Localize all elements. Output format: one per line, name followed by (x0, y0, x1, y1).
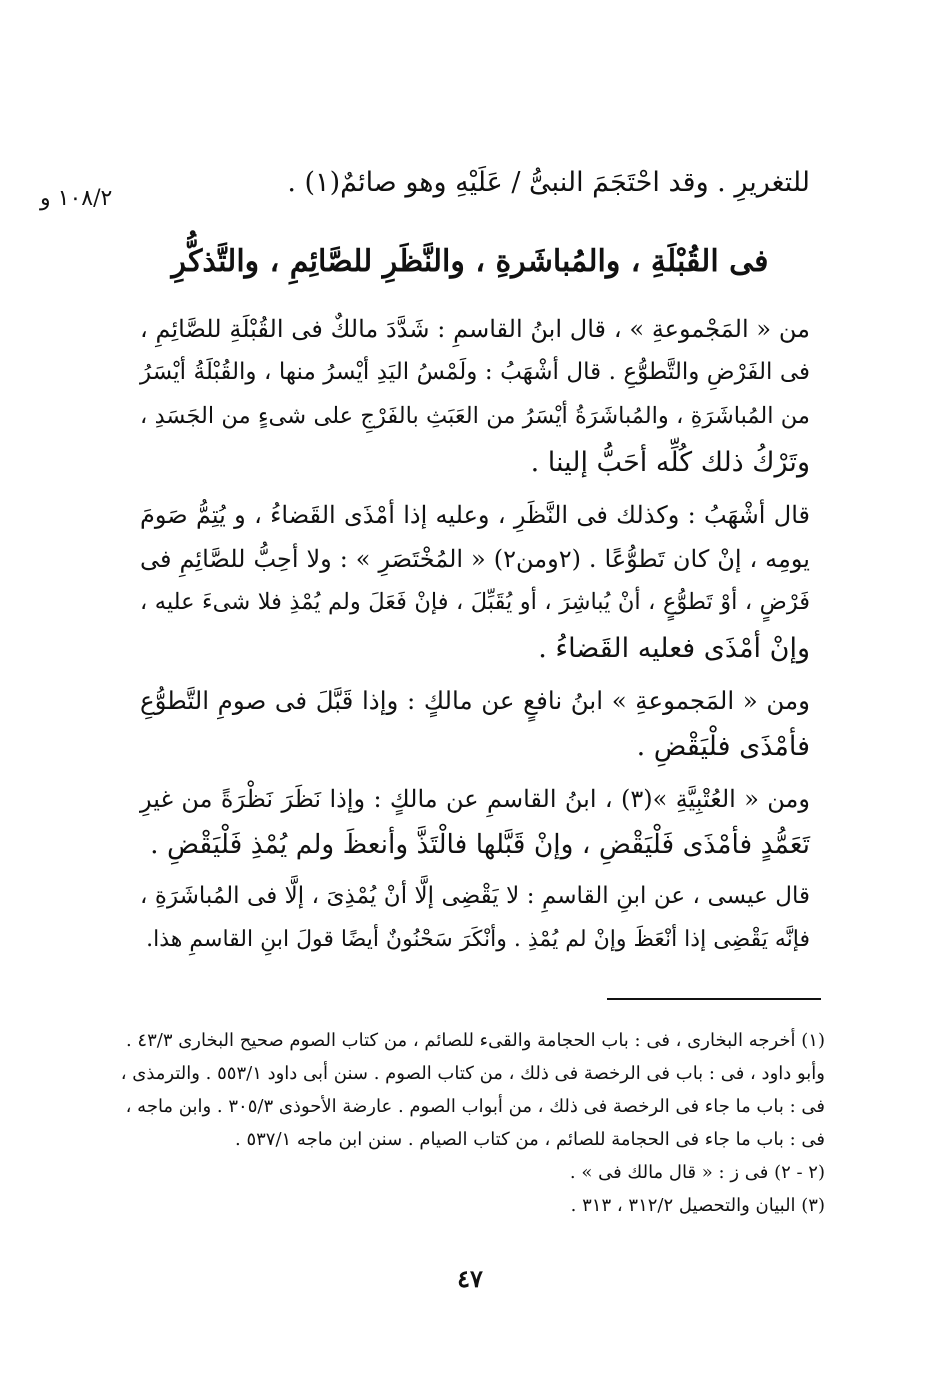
paragraph-1-line-1: من « المَجْموعةِ » ، قال ابنُ القاسمِ : شَدَّدَ مالكٌ فى القُبْلَةِ للصَّائِمِ ، (140, 315, 810, 343)
paragraph-1-line-3: من المُباشَرَةِ ، والمُباشَرَةُ أيْسَرُ من العَبَثِ بالفَرْجِ على شىءٍ من الجَسَدِ ، (140, 403, 810, 429)
paragraph-2-line-4: وإنْ أمْذَى فعليه القَضاءُ . (538, 633, 810, 664)
footnote-line-6: (٣) البيان والتحصيل ٣١٢/٢ ، ٣١٣ . (570, 1195, 825, 1216)
margin-folio-reference: ١٠٨/٢ و (40, 186, 113, 211)
footnote-line-3: فى : باب ما جاء فى الرخصة فى ذلك ، من أبواب الصوم . عارضة الأحوذى ٣٠٥/٣ . وابن ماجه ، (125, 1096, 825, 1117)
footnote-line-2: وأبو داود ، فى : باب فى الرخصة فى ذلك ، من كتاب الصوم . سنن أبى داود ٥٥٣/١ . والترمذى ، (120, 1063, 825, 1084)
footnote-line-5: (٢ - ٢) فى ز : « قال مالك فى » . (569, 1162, 825, 1183)
paragraph-5-line-1: قال عيسى ، عن ابنِ القاسمِ : لا يَقْضِى إلَّا أنْ يُمْذِىَ ، إلَّا فى المُباشَرَةِ ، (140, 883, 810, 909)
paragraph-2-line-2: يومِه ، إنْ كان تَطوُّعًا . (٢ومن٢) « المُخْتَصَرِ » : ولا أحِبُّ للصَّائِمِ فى (140, 545, 810, 573)
paragraph-1-line-2: فى الفَرْضِ والتَّطوُّعِ . قال أشْهَبُ : ولَمْسُ اليَدِ أيْسرُ منها ، والقُبْلَةُ أيْسَرُ (140, 359, 810, 385)
paragraph-3-line-2: فأمْذَى فلْيَقْضِ . (636, 731, 810, 762)
paragraph-2-line-1: قال أشْهَبُ : وكذلك فى النَّظَرِ ، وعليه إذا أمْذَى القَضاءُ ، و يُتِمُّ صَومَ (140, 501, 810, 529)
paragraph-3-line-1: ومن « المَجموعةِ » ابنُ نافعٍ عن مالكٍ : وإذا قَبَّلَ فى صومِ التَّطوُّعِ (140, 686, 810, 715)
section-heading: فى القُبْلَةِ ، والمُباشَرةِ ، والنَّظَرِ للصَّائِمِ ، والتَّذكُّرِ (171, 244, 769, 279)
footnote-line-1: (١) أخرجه البخارى ، فى : باب الحجامة والقىء للصائم ، من كتاب الصوم صحيح البخارى ٤٣/٣ . (125, 1030, 825, 1051)
footnote-separator (607, 998, 821, 1000)
paragraph-4-line-2: تَعَمُّدٍ فأمْذَى فَلْيَقْضِ ، وإنْ قَبَّلها فالْتَذَّ وأنعظَ ولم يُمْذِ فَلْيَقْضِ . (150, 829, 810, 860)
page-number: ٤٧ (457, 1264, 483, 1293)
paragraph-1-line-4: وتَرْكُ ذلك كُلِّه أحَبُّ إلينا . (530, 447, 810, 478)
paragraph-2-line-3: فَرْضٍ ، أوْ تَطوُّعٍ ، أنْ يُباشِرَ ، أو يُقَبِّلَ ، فإنْ فَعَلَ ولم يُمْذِ فلا شىءَ عليه ، (140, 589, 810, 615)
paragraph-4-line-1: ومن « العُتْبِيَّةِ »(٣) ، ابنُ القاسمِ عن مالكٍ : وإذا نَظَرَ نَظْرَةً من غيرِ (140, 785, 811, 813)
footnote-line-4: فى : باب ما جاء فى الحجامة للصائم ، من كتاب الصيام . سنن ابن ماجه ٥٣٧/١ . (235, 1129, 825, 1150)
paragraph-5-line-2: فإنَّه يَقْضِى إذا أنْعَظَ وإنْ لم يُمْذِ . وأنْكَرَ سَحْنُونٌ أيضًا قولَ ابنِ القاسمِ هذا. (146, 927, 810, 952)
intro-line: للتغريرِ . وقد احْتَجَمَ النبىُّ / عَلَيْهِ وهو صائمٌ(١) . (287, 167, 810, 198)
